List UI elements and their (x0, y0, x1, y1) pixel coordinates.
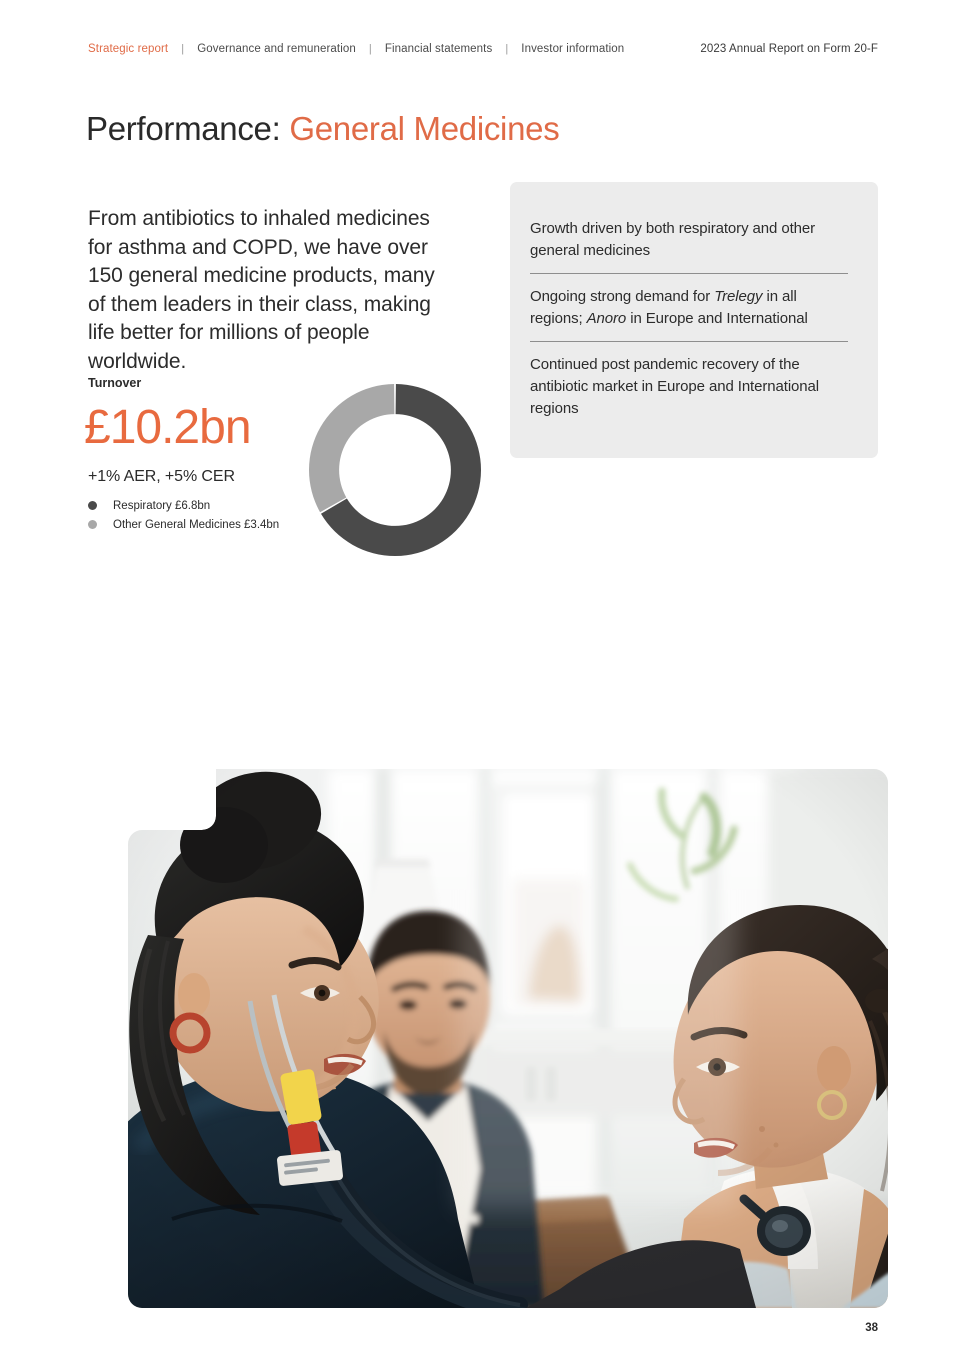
turnover-label: Turnover (88, 376, 142, 390)
legend-label-other-general-medicines: Other General Medicines £3.4bn (113, 518, 280, 531)
page-title (86, 110, 559, 148)
chart-legend (88, 496, 318, 534)
section-nav (88, 43, 624, 55)
legend-item-other-general-medicines (88, 515, 318, 534)
nav-separator: | (368, 43, 372, 55)
turnover-donut-chart (307, 382, 483, 558)
nav-item-financial-statements[interactable]: Financial statements (384, 43, 493, 55)
nav-separator: | (505, 43, 509, 55)
highlight-item-product-demand: Ongoing strong demand for Trelegy in all regions; Anoro in Europe and International (530, 273, 848, 341)
page-title-accent: General Medicines (289, 110, 560, 148)
nav-item-investor-information[interactable]: Investor information (521, 43, 625, 55)
highlight-item-growth-drivers: Growth driven by both respiratory and other general medicines (530, 220, 816, 259)
intro-paragraph: From antibiotics to inhaled medicines for asthma and COPD, we have over 150 general medicine products, many of them leaders in their class, making life better for millions of people worldwide. (88, 207, 435, 373)
nav-item-governance-and-remuneration[interactable]: Governance and remuneration (197, 43, 356, 55)
nav-separator: | (181, 43, 185, 55)
turnover-growth: +1% AER, +5% CER (88, 468, 235, 485)
donut-slices (309, 384, 481, 556)
legend-item-respiratory (88, 496, 318, 515)
legend-label-respiratory: Respiratory £6.8bn (113, 499, 211, 512)
running-header (88, 40, 878, 58)
page-title-prefix: Performance: (86, 110, 290, 148)
page-number: 38 (865, 1322, 878, 1334)
product-name: Anoro (586, 310, 627, 327)
highlights-panel (510, 182, 878, 458)
product-name: Trelegy (714, 288, 763, 305)
consultation-photo (128, 749, 918, 1308)
turnover-value: £10.2bn (84, 401, 251, 454)
nav-item-strategic-report[interactable]: Strategic report (88, 43, 169, 55)
report-title-label: 2023 Annual Report on Form 20-F (700, 43, 878, 55)
legend-swatch-dark-icon (88, 501, 97, 510)
highlight-item-antibiotic-recovery: Continued post pandemic recovery of the antibiotic market in Europe and International regions (530, 341, 848, 431)
donut-slice (309, 384, 394, 512)
legend-swatch-light-icon (88, 520, 97, 529)
